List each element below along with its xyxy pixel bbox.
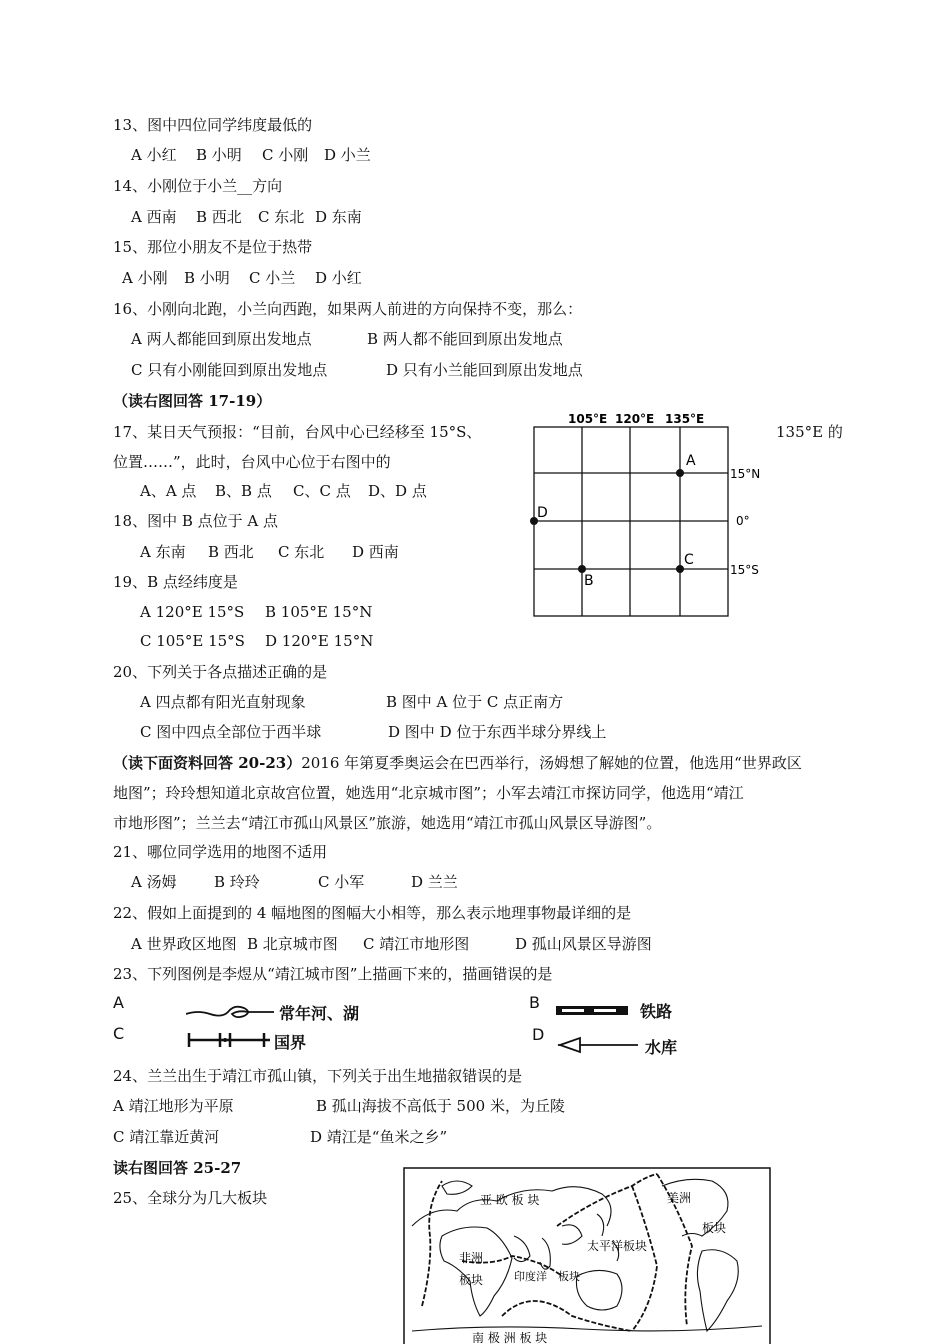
q14-option-a: A 西南 xyxy=(131,208,177,226)
section-heading-25-27: 读右图回答 25-27 xyxy=(113,1159,242,1177)
q19-stem: 19、B 点经纬度是 xyxy=(113,573,238,591)
lon-label-135: 135°E xyxy=(665,412,705,426)
q17-stem-a: 17、某日天气预报：“目前，台风中心已经移至 15°S、 xyxy=(113,423,482,441)
q19-option-d: D 120°E 15°N xyxy=(265,632,374,650)
q21-option-c: C 小军 xyxy=(318,873,365,891)
q22-stem: 22、假如上面提到的 4 幅地图的图幅大小相等，那么表示地理事物最详细的是 xyxy=(113,904,632,922)
q20-option-a: A 四点都有阳光直射现象 xyxy=(140,693,306,711)
point-c-marker xyxy=(676,565,684,573)
q22-option-a: A 世界政区地图 xyxy=(131,935,237,953)
legend-c-letter: C xyxy=(113,1024,125,1043)
q15-option-c: C 小兰 xyxy=(249,269,296,287)
q18-stem: 18、图中 B 点位于 A 点 xyxy=(113,512,279,530)
passage-line-2: 地图”；玲玲想知道北京故宫位置，她选用“北京城市图”；小军去靖江市探访同学，他选用“靖江 xyxy=(113,784,744,802)
q13-stem: 13、图中四位同学纬度最低的 xyxy=(113,116,313,134)
point-a-label: A xyxy=(686,453,696,469)
q13-option-c: C 小刚 xyxy=(262,146,309,164)
lon-label-120: 120°E xyxy=(615,412,655,426)
q24-stem: 24、兰兰出生于靖江市孤山镇，下列关于出生地描叙错误的是 xyxy=(113,1067,523,1085)
plate-label-eurasian: 亚 欧 板 块 xyxy=(480,1193,540,1207)
q22-option-c: C 靖江市地形图 xyxy=(363,935,470,953)
q21-option-a: A 汤姆 xyxy=(131,873,177,891)
q15-option-a: A 小刚 xyxy=(122,269,168,287)
q20-option-c: C 图中四点全部位于西半球 xyxy=(140,723,322,741)
q17-option-d: D、D 点 xyxy=(368,482,427,500)
q17-option-b: B、B 点 xyxy=(215,482,272,500)
lat-label-15s: 15°S xyxy=(730,563,759,577)
legend-c-label: 国界 xyxy=(274,1033,307,1052)
q25-stem: 25、全球分为几大板块 xyxy=(113,1189,268,1207)
q18-option-a: A 东南 xyxy=(140,543,186,561)
q21-option-b: B 玲玲 xyxy=(214,873,260,891)
passage-line-3: 市地形图”；兰兰去“靖江市孤山风景区”旅游，她选用“靖江市孤山风景区导游图”。 xyxy=(113,814,662,832)
q16-option-a: A 两人都能回到原出发地点 xyxy=(131,330,312,348)
q14-option-c: C 东北 xyxy=(258,208,305,226)
lat-label-0: 0° xyxy=(736,514,750,528)
plate-label-africa-2: 板块 xyxy=(459,1273,484,1287)
river-lake-symbol xyxy=(186,1000,276,1024)
point-b-marker xyxy=(578,565,586,573)
q19-option-b: B 105°E 15°N xyxy=(265,603,373,621)
q14-option-d: D 东南 xyxy=(315,208,362,226)
plate-label-pacific: 太平洋板块 xyxy=(587,1239,648,1253)
plate-label-indian-2: 板块 xyxy=(558,1270,580,1283)
q21-stem: 21、哪位同学选用的地图不适用 xyxy=(113,843,328,861)
q23-stem: 23、下列图例是李煜从“靖江城市图”上描画下来的，描画错误的是 xyxy=(113,965,553,983)
plate-label-africa-1: 非洲 xyxy=(459,1251,484,1265)
q24-option-a: A 靖江地形为平原 xyxy=(113,1097,234,1115)
legend-d-label: 水库 xyxy=(645,1038,678,1057)
q24-option-c: C 靖江靠近黄河 xyxy=(113,1128,220,1146)
q18-option-b: B 西北 xyxy=(208,543,254,561)
passage-line-1 xyxy=(113,753,802,773)
tectonic-plate-map xyxy=(402,1166,772,1344)
plate-label-indian-1: 印度洋 xyxy=(514,1270,547,1283)
q17-stem-b: 135°E 的 xyxy=(776,423,843,441)
railway-symbol xyxy=(554,1002,632,1020)
q22-option-d: D 孤山风景区导游图 xyxy=(515,935,652,953)
q15-stem: 15、那位小朋友不是位于热带 xyxy=(113,238,313,256)
reservoir-symbol xyxy=(556,1035,640,1055)
q14-option-b: B 西北 xyxy=(196,208,242,226)
legend-b-letter: B xyxy=(529,993,540,1012)
q20-stem: 20、下列关于各点描述正确的是 xyxy=(113,663,328,681)
q13-option-a: A 小红 xyxy=(131,146,177,164)
q24-option-d: D 靖江是“鱼米之乡” xyxy=(310,1128,448,1146)
q19-option-a: A 120°E 15°S xyxy=(140,603,245,621)
q21-option-d: D 兰兰 xyxy=(411,873,458,891)
q24-option-b: B 孤山海拔不高低于 500 米，为丘陵 xyxy=(316,1097,565,1115)
plate-label-america-2: 板块 xyxy=(702,1221,727,1235)
q16-option-d: D 只有小兰能回到原出发地点 xyxy=(386,361,583,379)
q15-option-b: B 小明 xyxy=(184,269,230,287)
plate-label-antarctic: 南 极 洲 板 块 xyxy=(472,1331,548,1344)
legend-a-label: 常年河、湖 xyxy=(279,1004,360,1023)
section-heading-17-19: （读右图回答 17-19） xyxy=(113,392,272,410)
legend-a-letter: A xyxy=(113,993,124,1012)
point-c-label: C xyxy=(684,552,694,568)
q17-stem-c: 位置……”，此时，台风中心位于右图中的 xyxy=(113,453,391,471)
q17-option-c: C、C 点 xyxy=(293,482,351,500)
q16-option-b: B 两人都不能回到原出发地点 xyxy=(367,330,563,348)
point-d-label: D xyxy=(537,505,548,521)
q18-option-c: C 东北 xyxy=(278,543,325,561)
q13-option-d: D 小兰 xyxy=(324,146,371,164)
q18-option-d: D 西南 xyxy=(352,543,399,561)
legend-d-letter: D xyxy=(532,1025,545,1044)
lat-label-15n: 15°N xyxy=(730,467,761,481)
q16-option-c: C 只有小刚能回到原出发地点 xyxy=(131,361,328,379)
passage-lead: （读下面资料回答 20-23） xyxy=(113,754,302,772)
q22-option-b: B 北京城市图 xyxy=(247,935,338,953)
legend-b-label: 铁路 xyxy=(640,1002,673,1021)
q20-option-d: D 图中 D 位于东西半球分界线上 xyxy=(388,723,607,741)
point-a-marker xyxy=(676,469,684,477)
q16-stem: 16、小刚向北跑，小兰向西跑，如果两人前进的方向保持不变，那么： xyxy=(113,300,583,318)
q15-option-d: D 小红 xyxy=(315,269,362,287)
q13-option-b: B 小明 xyxy=(196,146,242,164)
q17-option-a: A、A 点 xyxy=(140,482,197,500)
lon-label-105: 105°E xyxy=(568,412,608,426)
boundary-symbol xyxy=(186,1030,272,1050)
q20-option-b: B 图中 A 位于 C 点正南方 xyxy=(386,693,564,711)
plate-label-america-1: 美洲 xyxy=(667,1191,692,1205)
q14-stem: 14、小刚位于小兰__方向 xyxy=(113,177,283,195)
point-b-label: B xyxy=(584,573,594,589)
lat-lon-grid-map xyxy=(520,405,770,620)
q19-option-c: C 105°E 15°S xyxy=(140,632,245,650)
passage-line-1-text: 2016 年第夏季奥运会在巴西举行，汤姆想了解她的位置，他选用“世界政区 xyxy=(301,754,802,772)
